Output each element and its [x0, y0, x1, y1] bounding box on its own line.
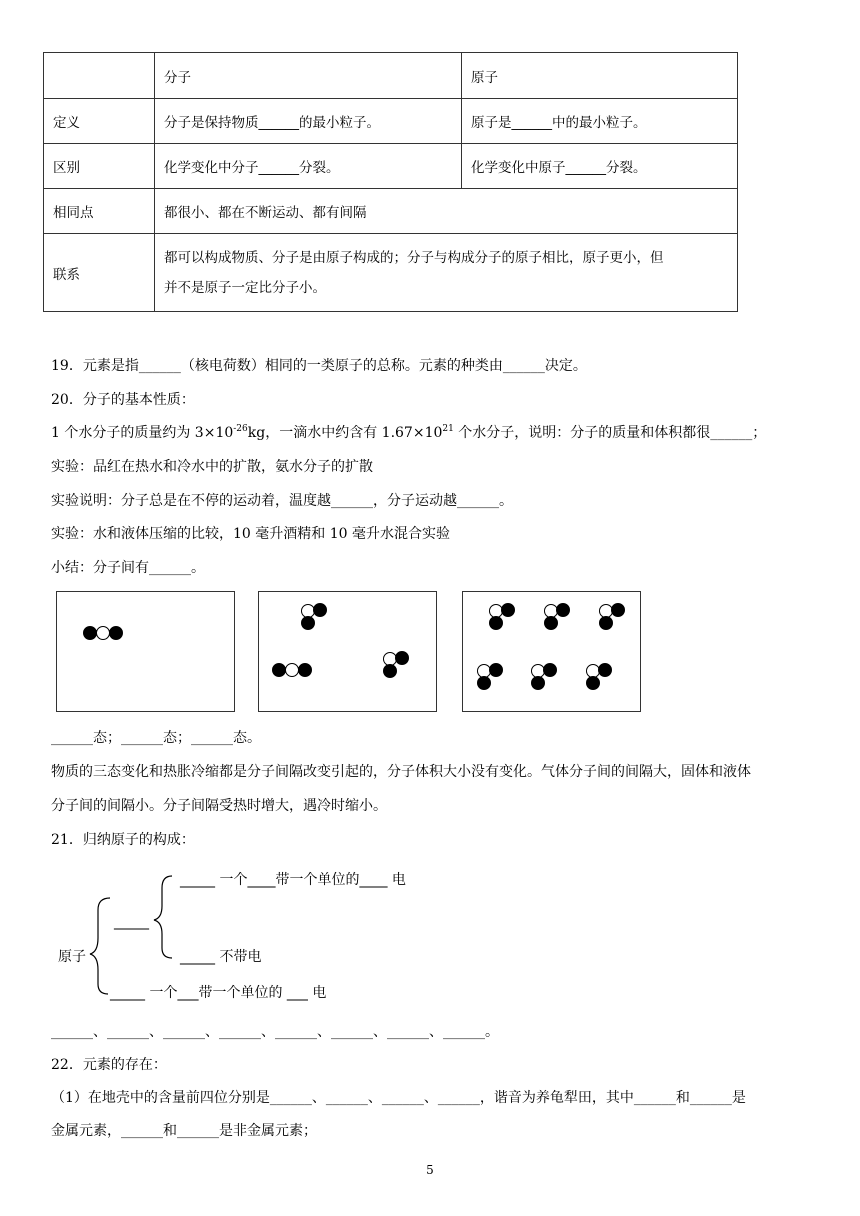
q20-l1-part-b: kg，一滴水中约含有 1.67×10 — [247, 425, 443, 441]
black-atom — [544, 616, 558, 630]
gas-state-box — [462, 591, 641, 712]
nucleus-proton-line: _____ 一个____带一个单位的____ 电 — [180, 872, 406, 888]
black-atom — [611, 603, 625, 617]
molecule-atom-table — [43, 52, 738, 312]
question-20-title: 20．分子的基本性质： — [51, 392, 195, 408]
nucleus-blank: _____ — [114, 914, 149, 930]
black-atom — [477, 676, 491, 690]
relation-cell — [155, 234, 738, 312]
definition-atom-cell: 原子是______中的最小粒子。 — [462, 99, 738, 144]
black-atom — [501, 603, 515, 617]
row-label-relation: 联系 — [44, 234, 155, 312]
neutron-line: _____ 不带电 — [180, 949, 262, 965]
q20-paragraph-line-2: 分子间的间隔小。分子间隔受热时增大，遇冷时缩小。 — [51, 798, 387, 814]
black-atom — [556, 603, 570, 617]
table-header-empty — [44, 53, 155, 99]
table-header-molecule: 分子 — [155, 53, 462, 99]
similarity-cell: 都很小、都在不断运动、都有间隔 — [155, 189, 738, 234]
black-atom — [272, 663, 286, 677]
black-atom — [298, 663, 312, 677]
black-atom — [301, 616, 315, 630]
question-21-title: 21．归纳原子的构成： — [51, 832, 195, 848]
black-atom — [598, 663, 612, 677]
states-blanks: ______态；______态；______态。 — [51, 730, 261, 746]
q20-l1-part-c: 个水分子，说明：分子的质量和体积都很______； — [453, 425, 767, 441]
table-header-atom: 原子 — [462, 53, 738, 99]
atom-structure-braces — [86, 860, 186, 1000]
difference-atom-cell: 化学变化中原子______分裂。 — [462, 144, 738, 189]
electron-line: _____ 一个___带一个单位的 ___ 电 — [110, 985, 327, 1001]
question-22-line-2: 金属元素，______和______是非金属元素； — [51, 1123, 317, 1139]
black-atom — [586, 676, 600, 690]
row-label-difference: 区别 — [44, 144, 155, 189]
atom-root-label: 原子 — [58, 949, 86, 965]
question-22-title: 22．元素的存在： — [51, 1057, 167, 1073]
question-20-line-3: 实验说明：分子总是在不停的运动着，温度越______，分子运动越______。 — [51, 493, 513, 509]
liquid-state-box — [258, 591, 437, 712]
row-label-definition: 定义 — [44, 99, 155, 144]
solid-state-box — [56, 591, 235, 712]
black-atom — [383, 664, 397, 678]
black-atom — [531, 676, 545, 690]
black-atom — [83, 626, 97, 640]
question-19: 19．元素是指______（核电荷数）相同的一类原子的总称。元素的种类由______决定。 — [51, 358, 587, 374]
difference-molecule-cell: 化学变化中分子______分裂。 — [155, 144, 462, 189]
page-number: 5 — [426, 1163, 434, 1177]
black-atom — [313, 603, 327, 617]
q20-l1-part-a: 1 个水分子的质量约为 3×10 — [51, 425, 234, 441]
black-atom — [543, 663, 557, 677]
question-20-line-4: 实验：水和液体压缩的比较，10 毫升酒精和 10 毫升水混合实验 — [51, 526, 450, 542]
relation-line-2: 并不是原子一定比分子小。 — [164, 279, 326, 296]
white-atom — [285, 663, 299, 677]
q21-answer-blanks: ______、______、______、______、______、______、______、______。 — [51, 1024, 499, 1040]
row-label-similarity: 相同点 — [44, 189, 155, 234]
question-22-line-1: （1）在地壳中的含量前四位分别是______、______、______、______，谐音为养龟犁田，其中______和______是 — [51, 1090, 746, 1106]
q20-l1-sup-2: 21 — [442, 424, 454, 434]
question-20-line-2: 实验：品红在热水和冷水中的扩散，氨水分子的扩散 — [51, 459, 373, 475]
black-atom — [489, 616, 503, 630]
relation-line-1: 都可以构成物质、分子是由原子构成的；分子与构成分子的原子相比，原子更小，但 — [164, 249, 664, 266]
black-atom — [599, 616, 613, 630]
black-atom — [109, 626, 123, 640]
black-atom — [395, 651, 409, 665]
white-atom — [96, 626, 110, 640]
question-20-line-5: 小结：分子间有______。 — [51, 560, 205, 576]
q20-paragraph-line-1: 物质的三态变化和热胀冷缩都是分子间隔改变引起的，分子体积大小没有变化。气体分子间的间隔大，固体和液体 — [51, 764, 751, 780]
definition-molecule-cell: 分子是保持物质______的最小粒子。 — [155, 99, 462, 144]
question-20-line-1 — [51, 423, 766, 443]
q20-l1-sup-1: -26 — [233, 424, 248, 434]
black-atom — [489, 663, 503, 677]
